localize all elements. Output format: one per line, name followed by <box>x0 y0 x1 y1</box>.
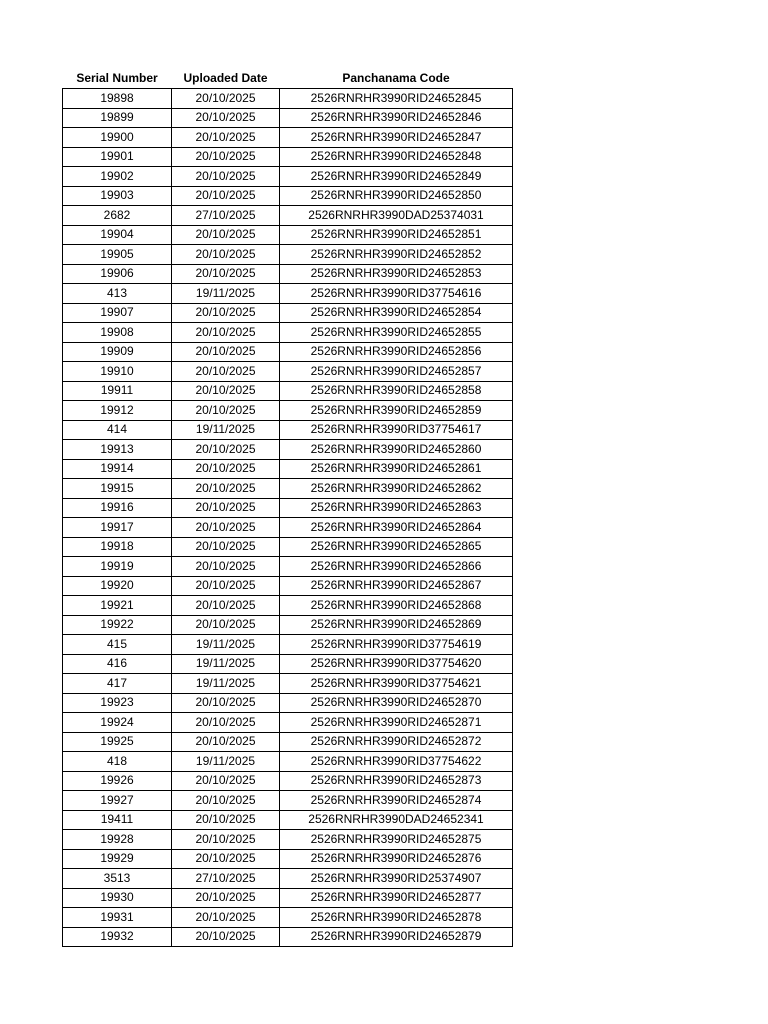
uploaded-date-cell[interactable]: 20/10/2025 <box>172 381 280 401</box>
serial-number-cell[interactable]: 19923 <box>63 693 172 713</box>
serial-number-cell[interactable]: 19927 <box>63 791 172 811</box>
panchanama-code-cell[interactable]: 2526RNRHR3990RID37754620 <box>280 654 513 674</box>
table-row <box>63 342 513 362</box>
uploaded-date-cell[interactable]: 20/10/2025 <box>172 596 280 616</box>
serial-number-cell[interactable]: 19919 <box>63 557 172 577</box>
table-row <box>63 888 513 908</box>
panchanama-code-cell[interactable]: 2526RNRHR3990RID24652869 <box>280 615 513 635</box>
table-row <box>63 303 513 323</box>
serial-number-cell[interactable]: 19906 <box>63 264 172 284</box>
panchanama-code-cell[interactable]: 2526RNRHR3990RID24652864 <box>280 518 513 538</box>
uploaded-date-cell[interactable]: 20/10/2025 <box>172 147 280 167</box>
panchanama-code-cell[interactable]: 2526RNRHR3990RID24652867 <box>280 576 513 596</box>
panchanama-code-cell[interactable]: 2526RNRHR3990RID24652847 <box>280 128 513 148</box>
uploaded-date-cell[interactable]: 20/10/2025 <box>172 245 280 265</box>
table-row <box>63 674 513 694</box>
panchanama-code-cell[interactable]: 2526RNRHR3990DAD24652341 <box>280 810 513 830</box>
panchanama-code-cell[interactable]: 2526RNRHR3990RID37754619 <box>280 635 513 655</box>
table-row <box>63 732 513 752</box>
panchanama-code-cell[interactable]: 2526RNRHR3990RID24652846 <box>280 108 513 128</box>
table-row <box>63 186 513 206</box>
serial-number-cell[interactable]: 19903 <box>63 186 172 206</box>
panchanama-code-cell[interactable]: 2526RNRHR3990RID24652850 <box>280 186 513 206</box>
uploaded-date-cell[interactable]: 20/10/2025 <box>172 186 280 206</box>
panchanama-code-cell[interactable]: 2526RNRHR3990DAD25374031 <box>280 206 513 226</box>
uploaded-date-cell[interactable]: 20/10/2025 <box>172 888 280 908</box>
panchanama-code-cell[interactable]: 2526RNRHR3990RID24652873 <box>280 771 513 791</box>
uploaded-date-cell[interactable]: 20/10/2025 <box>172 693 280 713</box>
uploaded-date-cell[interactable]: 20/10/2025 <box>172 791 280 811</box>
table-row <box>63 693 513 713</box>
uploaded-date-cell[interactable]: 27/10/2025 <box>172 206 280 226</box>
uploaded-date-cell[interactable]: 19/11/2025 <box>172 674 280 694</box>
uploaded-date-cell[interactable]: 20/10/2025 <box>172 732 280 752</box>
panchanama-code-cell[interactable]: 2526RNRHR3990RID24652875 <box>280 830 513 850</box>
table-row <box>63 713 513 733</box>
uploaded-date-cell[interactable]: 20/10/2025 <box>172 810 280 830</box>
table-row <box>63 830 513 850</box>
serial-number-cell[interactable]: 414 <box>63 420 172 440</box>
table-row <box>63 108 513 128</box>
uploaded-date-cell[interactable]: 20/10/2025 <box>172 167 280 187</box>
serial-number-cell[interactable]: 2682 <box>63 206 172 226</box>
serial-number-cell[interactable]: 19917 <box>63 518 172 538</box>
uploaded-date-cell[interactable]: 20/10/2025 <box>172 128 280 148</box>
uploaded-date-cell[interactable]: 20/10/2025 <box>172 518 280 538</box>
panchanama-code-cell[interactable]: 2526RNRHR3990RID24652868 <box>280 596 513 616</box>
table-row <box>63 654 513 674</box>
serial-number-cell[interactable]: 417 <box>63 674 172 694</box>
header-uploaded-date: Uploaded Date <box>183 71 268 85</box>
panchanama-code-cell[interactable]: 2526RNRHR3990RID37754622 <box>280 752 513 772</box>
panchanama-code-cell[interactable]: 2526RNRHR3990RID24652863 <box>280 498 513 518</box>
serial-number-cell[interactable]: 19932 <box>63 927 172 947</box>
uploaded-date-cell[interactable]: 20/10/2025 <box>172 615 280 635</box>
uploaded-date-cell[interactable]: 20/10/2025 <box>172 362 280 382</box>
uploaded-date-cell[interactable]: 20/10/2025 <box>172 225 280 245</box>
table-row <box>63 927 513 947</box>
panchanama-code-cell[interactable]: 2526RNRHR3990RID24652849 <box>280 167 513 187</box>
uploaded-date-cell[interactable]: 20/10/2025 <box>172 576 280 596</box>
serial-number-cell[interactable]: 19901 <box>63 147 172 167</box>
panchanama-code-cell[interactable]: 2526RNRHR3990RID24652870 <box>280 693 513 713</box>
table-row <box>63 264 513 284</box>
table-row <box>63 537 513 557</box>
serial-number-cell[interactable]: 19899 <box>63 108 172 128</box>
serial-number-cell[interactable]: 19930 <box>63 888 172 908</box>
table-row <box>63 147 513 167</box>
serial-number-cell[interactable]: 19898 <box>63 89 172 109</box>
uploaded-date-cell[interactable]: 19/11/2025 <box>172 284 280 304</box>
serial-number-cell[interactable]: 19913 <box>63 440 172 460</box>
panchanama-code-cell[interactable]: 2526RNRHR3990RID24652878 <box>280 908 513 928</box>
table-row <box>63 810 513 830</box>
table-row <box>63 557 513 577</box>
panchanama-code-cell[interactable]: 2526RNRHR3990RID24652858 <box>280 381 513 401</box>
serial-number-cell[interactable]: 3513 <box>63 869 172 889</box>
uploaded-date-cell[interactable]: 19/11/2025 <box>172 752 280 772</box>
table-row <box>63 791 513 811</box>
uploaded-date-cell[interactable]: 20/10/2025 <box>172 342 280 362</box>
panchanama-code-cell[interactable]: 2526RNRHR3990RID24652872 <box>280 732 513 752</box>
uploaded-date-cell[interactable]: 20/10/2025 <box>172 908 280 928</box>
serial-number-cell[interactable]: 19909 <box>63 342 172 362</box>
panchanama-code-cell[interactable]: 2526RNRHR3990RID37754616 <box>280 284 513 304</box>
uploaded-date-cell[interactable]: 20/10/2025 <box>172 713 280 733</box>
serial-number-cell[interactable]: 19910 <box>63 362 172 382</box>
serial-number-cell[interactable]: 19911 <box>63 381 172 401</box>
serial-number-cell[interactable]: 19900 <box>63 128 172 148</box>
uploaded-date-cell[interactable]: 20/10/2025 <box>172 771 280 791</box>
serial-number-cell[interactable]: 19912 <box>63 401 172 421</box>
serial-number-cell[interactable]: 19908 <box>63 323 172 343</box>
serial-number-cell[interactable]: 19915 <box>63 479 172 499</box>
serial-number-cell[interactable]: 19914 <box>63 459 172 479</box>
uploaded-date-cell[interactable]: 20/10/2025 <box>172 830 280 850</box>
panchanama-table <box>62 68 513 947</box>
header-panchanama-code: Panchanama Code <box>342 71 450 85</box>
spreadsheet-page <box>62 68 513 947</box>
table-row <box>63 615 513 635</box>
panchanama-code-cell[interactable]: 2526RNRHR3990RID24652845 <box>280 89 513 109</box>
panchanama-code-cell[interactable]: 2526RNRHR3990RID24652851 <box>280 225 513 245</box>
serial-number-cell[interactable]: 19411 <box>63 810 172 830</box>
panchanama-code-cell[interactable]: 2526RNRHR3990RID24652871 <box>280 713 513 733</box>
table-row <box>63 323 513 343</box>
table-row <box>63 420 513 440</box>
uploaded-date-cell[interactable]: 20/10/2025 <box>172 557 280 577</box>
table-row <box>63 635 513 655</box>
uploaded-date-cell[interactable]: 20/10/2025 <box>172 927 280 947</box>
table-body <box>63 89 513 947</box>
serial-number-cell[interactable]: 19924 <box>63 713 172 733</box>
serial-number-cell[interactable]: 19907 <box>63 303 172 323</box>
table-row <box>63 284 513 304</box>
table-row <box>63 479 513 499</box>
serial-number-cell[interactable]: 19928 <box>63 830 172 850</box>
table-row <box>63 596 513 616</box>
uploaded-date-cell[interactable]: 20/10/2025 <box>172 479 280 499</box>
serial-number-cell[interactable]: 19929 <box>63 849 172 869</box>
table-row <box>63 381 513 401</box>
uploaded-date-cell[interactable]: 20/10/2025 <box>172 849 280 869</box>
uploaded-date-cell[interactable]: 19/11/2025 <box>172 635 280 655</box>
table-row <box>63 362 513 382</box>
serial-number-cell[interactable]: 416 <box>63 654 172 674</box>
serial-number-cell[interactable]: 19905 <box>63 245 172 265</box>
uploaded-date-cell[interactable]: 27/10/2025 <box>172 869 280 889</box>
panchanama-code-cell[interactable]: 2526RNRHR3990RID24652879 <box>280 927 513 947</box>
serial-number-cell[interactable]: 19920 <box>63 576 172 596</box>
serial-number-cell[interactable]: 19918 <box>63 537 172 557</box>
serial-number-cell[interactable]: 19921 <box>63 596 172 616</box>
uploaded-date-cell[interactable]: 20/10/2025 <box>172 440 280 460</box>
panchanama-code-cell[interactable]: 2526RNRHR3990RID24652859 <box>280 401 513 421</box>
panchanama-code-cell[interactable]: 2526RNRHR3990RID24652855 <box>280 323 513 343</box>
panchanama-code-cell[interactable]: 2526RNRHR3990RID24652865 <box>280 537 513 557</box>
serial-number-cell[interactable]: 19925 <box>63 732 172 752</box>
table-row <box>63 498 513 518</box>
panchanama-code-cell[interactable]: 2526RNRHR3990RID24652856 <box>280 342 513 362</box>
serial-number-cell[interactable]: 418 <box>63 752 172 772</box>
panchanama-code-cell[interactable]: 2526RNRHR3990RID24652853 <box>280 264 513 284</box>
table-row <box>63 576 513 596</box>
table-row <box>63 752 513 772</box>
table-row <box>63 908 513 928</box>
panchanama-code-cell[interactable]: 2526RNRHR3990RID24652848 <box>280 147 513 167</box>
uploaded-date-cell[interactable]: 20/10/2025 <box>172 323 280 343</box>
serial-number-cell[interactable]: 19902 <box>63 167 172 187</box>
table-row <box>63 459 513 479</box>
serial-number-cell[interactable]: 415 <box>63 635 172 655</box>
serial-number-cell[interactable]: 19904 <box>63 225 172 245</box>
panchanama-code-cell[interactable]: 2526RNRHR3990RID24652852 <box>280 245 513 265</box>
panchanama-code-cell[interactable]: 2526RNRHR3990RID24652854 <box>280 303 513 323</box>
panchanama-code-cell[interactable]: 2526RNRHR3990RID25374907 <box>280 869 513 889</box>
header-row <box>63 68 513 89</box>
uploaded-date-cell[interactable]: 20/10/2025 <box>172 89 280 109</box>
panchanama-code-cell[interactable]: 2526RNRHR3990RID24652857 <box>280 362 513 382</box>
table-row <box>63 89 513 109</box>
header-serial-number: Serial Number <box>76 71 158 85</box>
uploaded-date-cell[interactable]: 20/10/2025 <box>172 537 280 557</box>
panchanama-code-cell[interactable]: 2526RNRHR3990RID24652874 <box>280 791 513 811</box>
panchanama-code-cell[interactable]: 2526RNRHR3990RID24652866 <box>280 557 513 577</box>
serial-number-cell[interactable]: 19931 <box>63 908 172 928</box>
table-row <box>63 245 513 265</box>
panchanama-code-cell[interactable]: 2526RNRHR3990RID24652860 <box>280 440 513 460</box>
panchanama-code-cell[interactable]: 2526RNRHR3990RID24652877 <box>280 888 513 908</box>
uploaded-date-cell[interactable]: 20/10/2025 <box>172 459 280 479</box>
uploaded-date-cell[interactable]: 20/10/2025 <box>172 303 280 323</box>
serial-number-cell[interactable]: 413 <box>63 284 172 304</box>
table-row <box>63 225 513 245</box>
table-row <box>63 128 513 148</box>
uploaded-date-cell[interactable]: 20/10/2025 <box>172 498 280 518</box>
panchanama-code-cell[interactable]: 2526RNRHR3990RID37754621 <box>280 674 513 694</box>
serial-number-cell[interactable]: 19916 <box>63 498 172 518</box>
table-row <box>63 869 513 889</box>
uploaded-date-cell[interactable]: 20/10/2025 <box>172 264 280 284</box>
panchanama-code-cell[interactable]: 2526RNRHR3990RID24652862 <box>280 479 513 499</box>
serial-number-cell[interactable]: 19926 <box>63 771 172 791</box>
table-row <box>63 206 513 226</box>
panchanama-code-cell[interactable]: 2526RNRHR3990RID24652876 <box>280 849 513 869</box>
uploaded-date-cell[interactable]: 19/11/2025 <box>172 420 280 440</box>
panchanama-code-cell[interactable]: 2526RNRHR3990RID24652861 <box>280 459 513 479</box>
uploaded-date-cell[interactable]: 20/10/2025 <box>172 401 280 421</box>
uploaded-date-cell[interactable]: 19/11/2025 <box>172 654 280 674</box>
panchanama-code-cell[interactable]: 2526RNRHR3990RID37754617 <box>280 420 513 440</box>
table-row <box>63 440 513 460</box>
table-row <box>63 849 513 869</box>
serial-number-cell[interactable]: 19922 <box>63 615 172 635</box>
table-row <box>63 401 513 421</box>
table-row <box>63 771 513 791</box>
uploaded-date-cell[interactable]: 20/10/2025 <box>172 108 280 128</box>
table-row <box>63 518 513 538</box>
table-row <box>63 167 513 187</box>
